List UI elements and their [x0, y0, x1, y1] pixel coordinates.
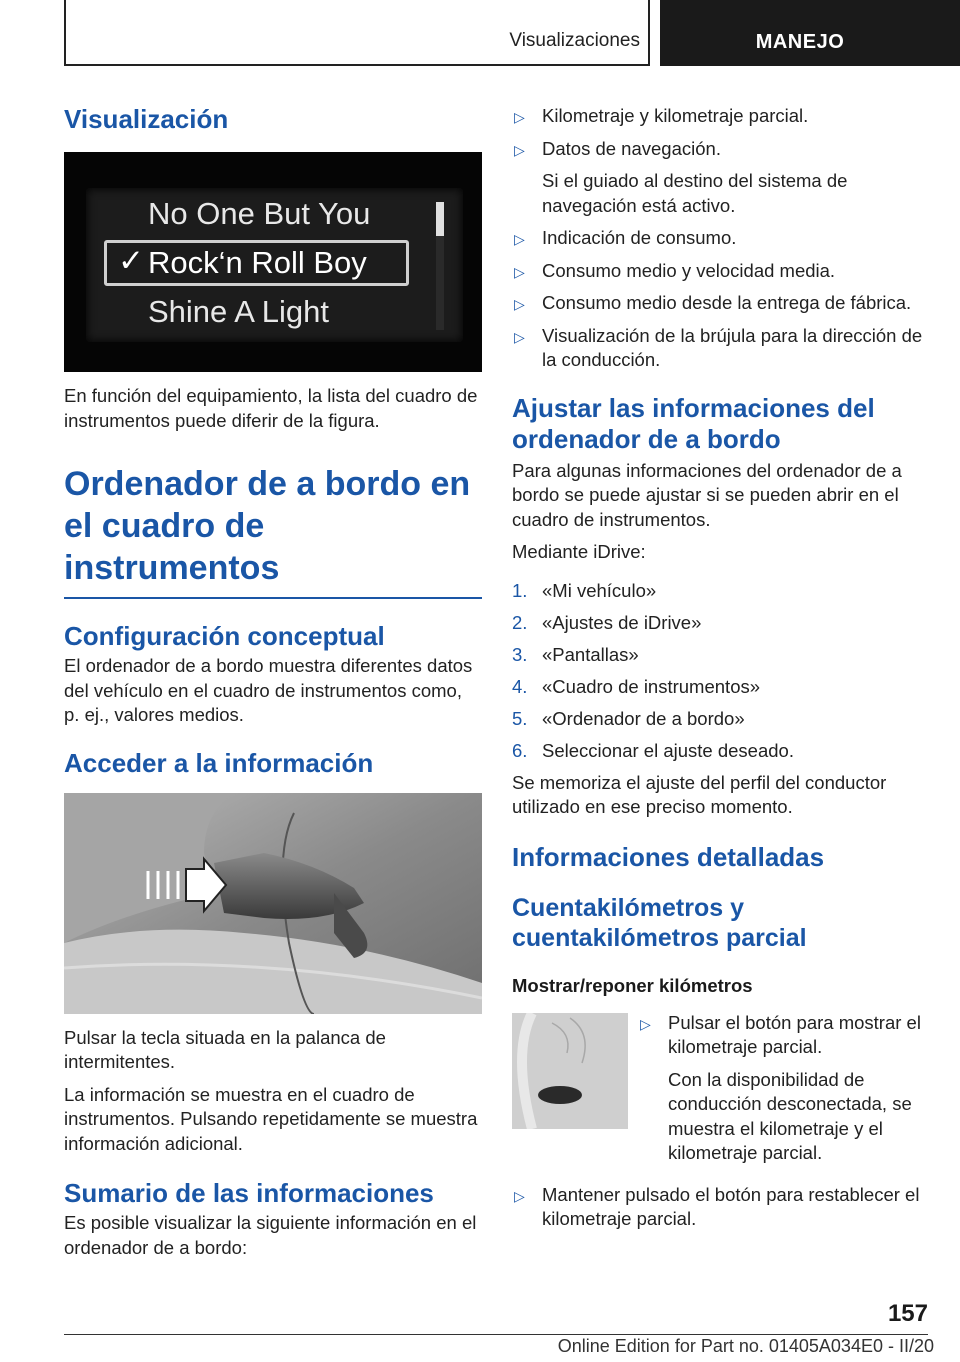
triangle-bullet-icon: ▷ — [514, 141, 525, 158]
check-icon: ✓ — [118, 243, 144, 278]
triangle-bullet-icon: ▷ — [514, 263, 525, 280]
lever-illustration — [64, 793, 482, 1014]
step-item: 6. Seleccionar el ajuste deseado. — [512, 739, 932, 764]
step-number: 4. — [512, 675, 528, 697]
heading-ajustar: Ajustar las informaciones del ordenador de a bordo — [512, 392, 875, 454]
heading-ordenador: Ordenador de a bordo en el cuadro de instrumentos — [64, 465, 471, 587]
reset-bullets — [512, 1183, 932, 1232]
odometer-button-illustration — [512, 1013, 628, 1129]
info-bullet-list — [512, 104, 932, 373]
paragraph-idrive: Mediante iDrive: — [512, 541, 646, 562]
heading-visualizacion: Visualización — [64, 104, 229, 134]
header-chapter-tab — [660, 0, 960, 66]
lever-figure — [64, 793, 482, 1014]
left-column — [64, 98, 482, 1260]
paragraph-sumario: Es posible visualizar la siguiente información en el ordenador de a bordo: — [64, 1212, 477, 1258]
list-item-detail: Si el guiado al destino del sistema de navegación está activo. — [542, 170, 848, 216]
list-item: ▷ Mantener pulsado el botón para restablecer el kilometraje parcial. — [514, 1183, 920, 1229]
display-line-3: Shine A Light — [148, 294, 329, 329]
step-item: 3. «Pantallas» — [512, 643, 932, 668]
step-item: 5. «Ordenador de a bordo» — [512, 707, 932, 732]
list-item-detail: Con la disponibilidad de conducción desconectada, se muestra el kilometraje y el kilometraje parcial. — [668, 1068, 912, 1163]
step-number: 1. — [512, 579, 528, 601]
step-number: 5. — [512, 707, 528, 729]
chapter-label: MANEJO — [755, 31, 845, 53]
figure-caption: En función del equipamiento, la lista del cuadro de instrumentos puede diferir de la figura. — [64, 385, 478, 431]
heading-cuentakilometros: Cuentakilómetros y cuentakilómetros parcial — [512, 893, 807, 952]
paragraph-acceder-1: Pulsar la tecla situada en la palanca de intermitentes. — [64, 1026, 386, 1072]
triangle-bullet-icon: ▷ — [640, 1015, 651, 1032]
display-line-1: No One But You — [148, 196, 371, 231]
list-item: ▷ Pulsar el botón para mostrar el kilometraje parcial. Con la disponibilidad de conducción desconectada, se muestra el kilometraje y el kilometraje parcial. — [638, 1011, 932, 1166]
list-item: ▷ Indicación de consumo. — [512, 226, 932, 251]
triangle-bullet-icon: ▷ — [514, 1187, 525, 1204]
triangle-bullet-icon: ▷ — [514, 328, 525, 345]
step-number: 6. — [512, 739, 528, 761]
list-item: ▷ Kilometraje y kilometraje parcial. — [512, 104, 932, 129]
heading-rule — [64, 597, 482, 599]
heading-detalladas: Informaciones detalladas — [512, 841, 825, 872]
paragraph-acceder-2: La información se muestra en el cuadro de instrumentos. Pulsando repetidamente se muestra información adicional. — [64, 1083, 478, 1154]
triangle-bullet-icon: ▷ — [514, 109, 525, 125]
heading-mostrar-reponer: Mostrar/reponer kilómetros — [512, 974, 753, 996]
triangle-bullet-icon: ▷ — [514, 231, 525, 247]
paragraph-ajustar: Para algunas informaciones del ordenador de a bordo se puede ajustar si se pueden abrir en el cuadro de instrumentos. — [512, 459, 902, 530]
page-number: 157 — [887, 1300, 928, 1327]
right-column — [512, 104, 932, 1240]
footer-edition: Online Edition for Part no. 01405A034E0 - II/20 — [557, 1336, 934, 1356]
heading-config: Configuración conceptual — [64, 621, 385, 651]
step-number: 2. — [512, 611, 528, 633]
odometer-block — [512, 1011, 932, 1179]
scrollbar-thumb — [436, 202, 444, 236]
step-number: 3. — [512, 643, 528, 665]
list-item: ▷ Datos de navegación. Si el guiado al destino del sistema de navegación está activo. — [512, 137, 932, 219]
header-section-title: Visualizaciones — [509, 30, 640, 51]
step-item: 4. «Cuadro de instrumentos» — [512, 675, 932, 700]
list-item: ▷ Consumo medio desde la entrega de fábrica. — [512, 291, 932, 316]
display-line-2: Rock‘n Roll Boy — [148, 245, 367, 280]
heading-sumario: Sumario de las informaciones — [64, 1178, 434, 1208]
steps-list — [512, 579, 932, 764]
step-item: 1. «Mi vehículo» — [512, 579, 932, 604]
list-item: ▷ Visualización de la brújula para la dirección de la conducción. — [514, 324, 923, 370]
paragraph-memoriza: Se memoriza el ajuste del perfil del conductor utilizado en ese preciso momento. — [512, 771, 887, 817]
heading-acceder: Acceder a la información — [64, 747, 374, 778]
display-figure — [64, 152, 482, 372]
odometer-bullets — [638, 1011, 932, 1174]
step-item: 2. «Ajustes de iDrive» — [512, 611, 932, 636]
footer-rule — [64, 1334, 928, 1335]
triangle-bullet-icon: ▷ — [514, 296, 525, 312]
paragraph-config: El ordenador de a bordo muestra diferentes datos del vehículo en el cuadro de instrumentos como, p. ej., valores medios. — [64, 655, 473, 725]
list-item: ▷ Consumo medio y velocidad media. — [512, 259, 932, 284]
odometer-button-figure — [512, 1013, 628, 1129]
